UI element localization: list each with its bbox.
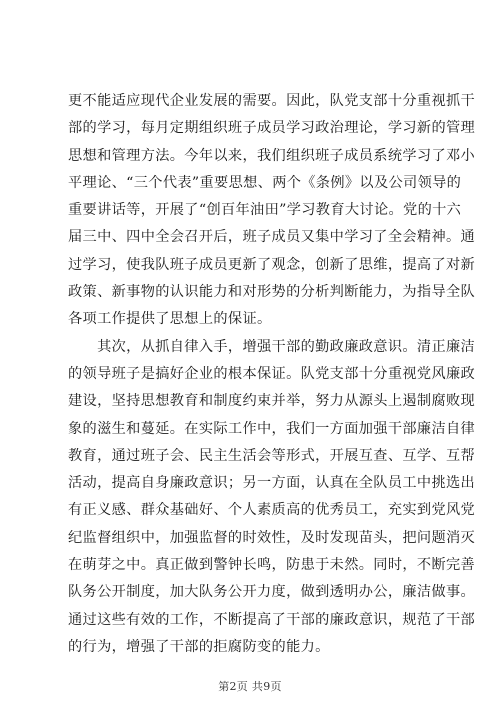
text-line: 各项工作提供了思想上的保证。 [68,311,272,328]
text-line: 平理论、“三个代表”重要思想、两个《条例》以及公司领导的 [68,174,462,191]
text-line: 纪监督组织中，加强监督的时效性，及时发现苗头，把问题消灭 [68,529,476,546]
text-line: 过学习，使我队班子成员更新了观念，创新了思维，提高了对新 [68,256,476,273]
text-line: 教育，通过班子会、民主生活会等形式，开展互查、互学、互帮 [68,447,476,464]
text-line: 政策、新事物的认识能力和对形势的分析判断能力，为指导全队 [68,284,476,301]
page-number-footer: 第2页 共9页 [218,680,282,693]
text-line: 建设，坚持思想教育和制度约束并举，努力从源头上遏制腐败现 [68,393,476,410]
text-line: 重要讲话等，开展了“创百年油田”学习教育大讨论。党的十六 [68,202,462,219]
text-line: 部的学习，每月定期组织班子成员学习政治理论，学习新的管理 [68,120,476,137]
text-line: 活动，提高自身廉政意识；另一方面，认真在全队员工中挑选出 [68,475,476,492]
text-line: 的行为，增强了干部的拒腐防变的能力。 [68,638,330,655]
text-line: 届三中、四中全会召开后，班子成员又集中学习了全会精神。通 [68,229,476,246]
text-line: 思想和管理方法。今年以来，我们组织班子成员系统学习了邓小 [68,147,476,164]
text-line: 在萌芽之中。真正做到警钟长鸣，防患于未然。同时，不断完善 [68,557,476,574]
body-text [68,88,476,661]
text-line: 有正义感、群众基础好、个人素质高的优秀员工，充实到党风党 [68,502,476,519]
text-line: 队务公开制度，加大队务公开力度，做到透明办公，廉洁做事。 [68,584,476,601]
text-line: 其次，从抓自律入手，增强干部的勤政廉政意识。清正廉洁 [68,338,476,355]
text-line: 的领导班子是搞好企业的根本保证。队党支部十分重视党风廉政 [68,365,476,382]
text-line: 更不能适应现代企业发展的需要。因此，队党支部十分重视抓干 [68,93,476,109]
text-line: 通过这些有效的工作，不断提高了干部的廉政意识，规范了干部 [68,611,476,628]
text-line: 象的滋生和蔓延。在实际工作中，我们一方面加强干部廉洁自律 [68,420,476,437]
